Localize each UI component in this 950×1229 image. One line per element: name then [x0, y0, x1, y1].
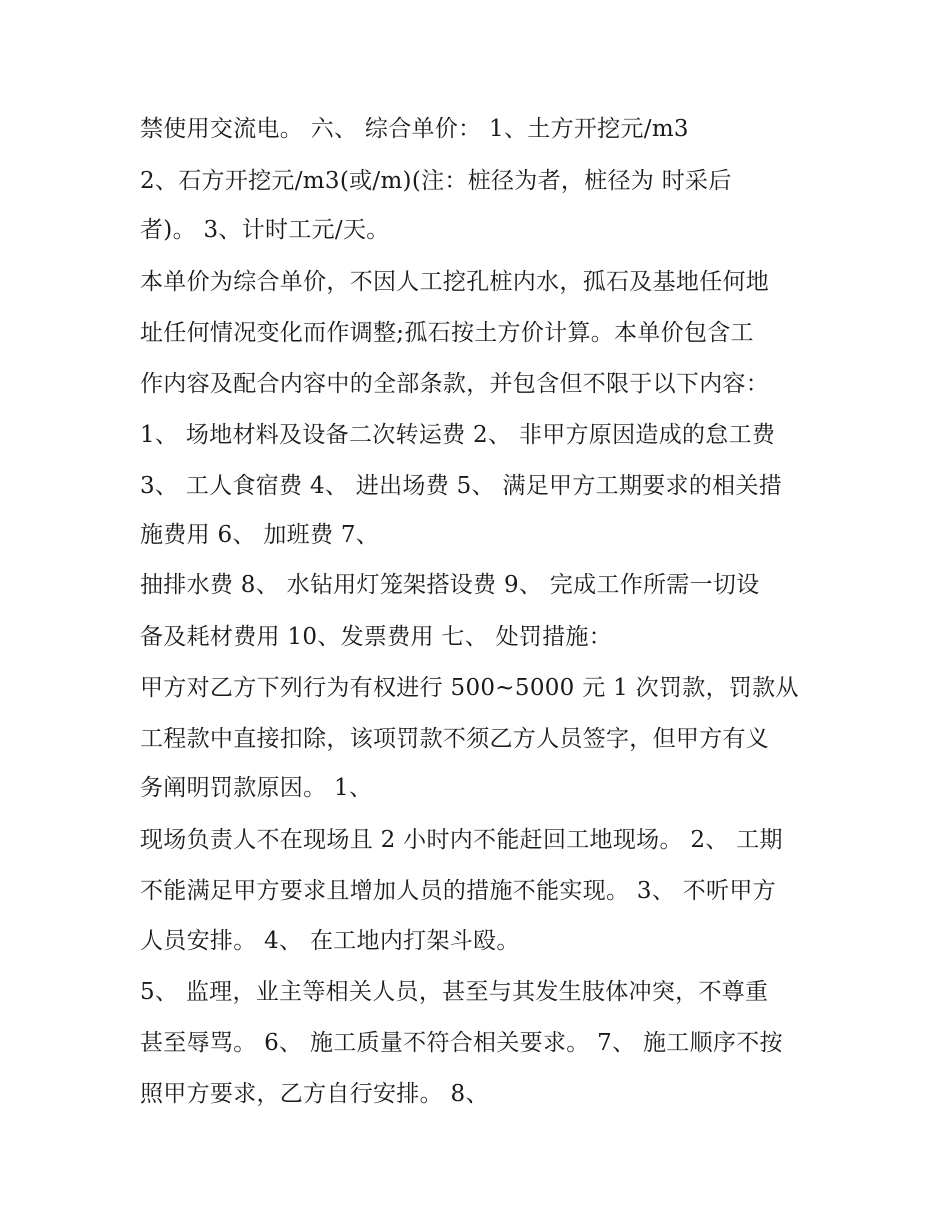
text-line: 工程款中直接扣除，该项罚款不须乙方人员签字，但甲方有义 — [140, 726, 770, 752]
text-line: 施费用 6、 加班费 7、 — [140, 522, 380, 548]
text-line: 3、 工人食宿费 4、 进出场费 5、 满足甲方工期要求的相关措 — [140, 473, 783, 499]
text-line: 1、 场地材料及设备二次转运费 2、 非甲方原因造成的怠工费 — [140, 422, 776, 448]
text-line: 本单价为综合单价，不因人工挖孔桩内水，孤石及基地任何地 — [140, 269, 770, 295]
text-line: 甲方对乙方下列行为有权进行 500~5000 元 1 次罚款，罚款从 — [140, 675, 799, 701]
text-line: 作内容及配合内容中的全部条款，并包含但不限于以下内容： — [140, 371, 770, 397]
text-line: 人员安排。 4、 在工地内打架斗殴。 — [140, 928, 520, 954]
text-line: 照甲方要求，乙方自行安排。 8、 — [140, 1081, 489, 1107]
text-line: 抽排水费 8、 水钻用灯笼架搭设费 9、 完成工作所需一切设 — [140, 572, 760, 598]
text-line: 现场负责人不在现场且 2 小时内不能赶回工地现场。 2、 工期 — [140, 827, 783, 853]
text-line: 不能满足甲方要求且增加人员的措施不能实现。 3、 不听甲方 — [140, 878, 776, 904]
text-line: 务阐明罚款原因。 1、 — [140, 775, 373, 801]
text-line: 5、 监理，业主等相关人员，甚至与其发生肢体冲突，不尊重 — [140, 979, 769, 1005]
text-line: 址任何情况变化而作调整;孤石按土方价计算。本单价包含工 — [140, 320, 754, 346]
text-line: 备及耗材费用 10、发票费用 七、 处罚措施： — [140, 624, 613, 650]
text-line: 2、石方开挖元/m3(或/m)(注：桩径为者，桩径为 时采后 — [140, 168, 732, 194]
text-line: 者)。 3、计时工元/天。 — [140, 217, 390, 243]
text-line: 甚至辱骂。 6、 施工质量不符合相关要求。 7、 施工顺序不按 — [140, 1030, 783, 1056]
text-line: 禁使用交流电。 六、 综合单价： 1、土方开挖元/m3 — [140, 116, 689, 142]
